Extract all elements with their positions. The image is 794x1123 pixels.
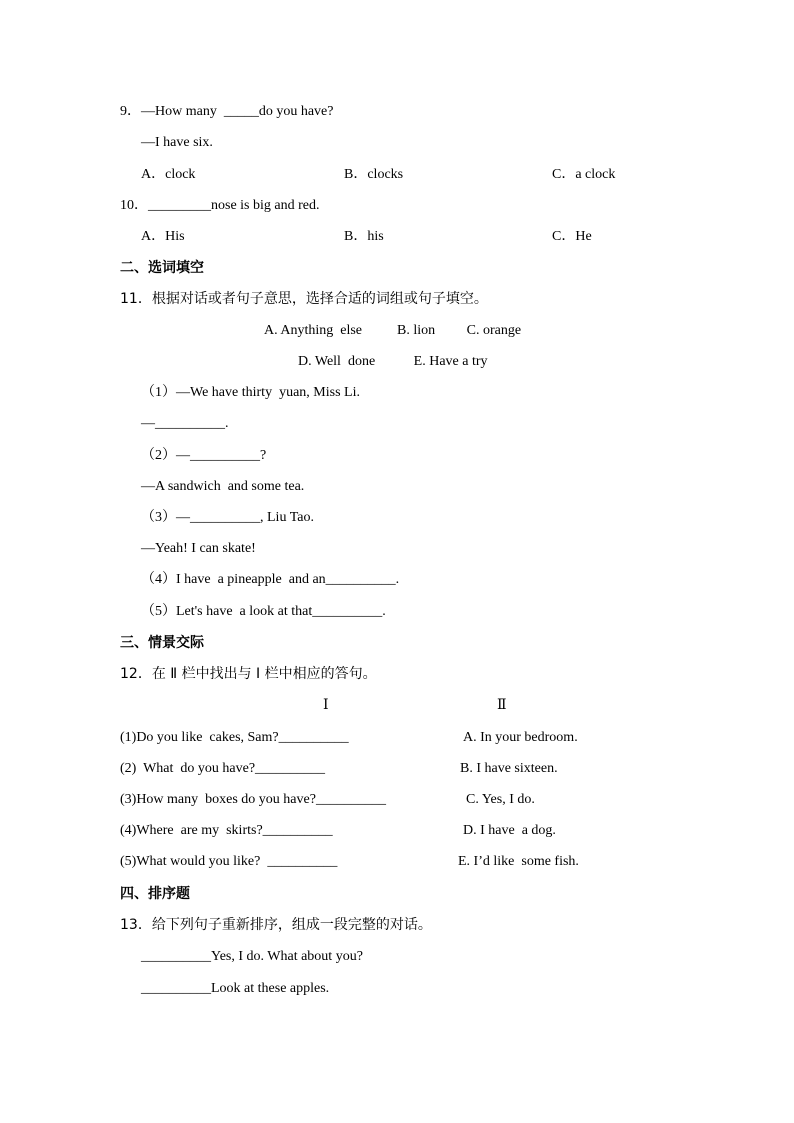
section-2-title: 二、选词填空: [120, 260, 204, 276]
q13-item-1: __________Yes, I do. What about you?: [141, 949, 363, 964]
q12-prompt-3: (3)How many boxes do you have?__________: [120, 792, 386, 807]
q10-option-b: B．his: [344, 229, 384, 244]
q9-option-b: B．clocks: [344, 167, 404, 182]
q12-stem: 12．在 Ⅱ 栏中找出与 Ⅰ 栏中相应的答句。: [120, 666, 377, 682]
q12-column-2-header: Ⅱ: [497, 698, 507, 713]
q11-item-3-reply: —Yeah! I can skate!: [141, 541, 256, 556]
q12-column-1-header: Ⅰ: [323, 698, 329, 713]
q12-answer-e: E. I’d like some fish.: [458, 854, 579, 869]
q10-option-a: A．His: [141, 229, 185, 244]
q11-item-3: （3）—__________, Liu Tao.: [141, 510, 314, 525]
q11-item-2: （2）—__________?: [141, 448, 267, 463]
q12-answer-b: B. I have sixteen.: [460, 761, 558, 776]
q11-choices-row-1: A. Anything else B. lion C. orange: [264, 323, 522, 338]
q11-item-1: （1）—We have thirty yuan, Miss Li.: [141, 385, 360, 400]
q10-option-c: C．He: [552, 229, 592, 244]
q9-answer-line: —I have six.: [141, 135, 213, 150]
q9-option-c: C．a clock: [552, 167, 616, 182]
section-4-title: 四、排序题: [120, 886, 190, 902]
q11-choices-row-2: D. Well done E. Have a try: [298, 354, 488, 369]
q11-stem: 11．根据对话或者句子意思，选择合适的词组或句子填空。: [120, 291, 488, 307]
q12-prompt-4: (4)Where are my skirts?__________: [120, 823, 333, 838]
q13-item-2: __________Look at these apples.: [141, 981, 330, 996]
section-3-title: 三、情景交际: [120, 635, 204, 651]
q11-item-1-reply: —__________.: [141, 416, 229, 431]
q13-stem: 13．给下列句子重新排序，组成一段完整的对话。: [120, 917, 432, 933]
q10-stem: 10．_________nose is big and red.: [120, 198, 320, 213]
q12-prompt-2: (2) What do you have?__________: [120, 761, 326, 776]
q9-option-a: A．clock: [141, 167, 196, 182]
q12-prompt-1: (1)Do you like cakes, Sam?__________: [120, 730, 349, 745]
q12-prompt-5: (5)What would you like? __________: [120, 854, 338, 869]
q12-answer-a: A. In your bedroom.: [463, 730, 578, 745]
q11-item-5: （5）Let's have a look at that__________.: [141, 604, 386, 619]
q11-item-2-reply: —A sandwich and some tea.: [141, 479, 305, 494]
q12-answer-c: C. Yes, I do.: [466, 792, 535, 807]
q9-stem: 9．—How many _____do you have?: [120, 104, 334, 119]
q11-item-4: （4）I have a pineapple and an__________.: [141, 572, 400, 587]
q12-answer-d: D. I have a dog.: [463, 823, 556, 838]
